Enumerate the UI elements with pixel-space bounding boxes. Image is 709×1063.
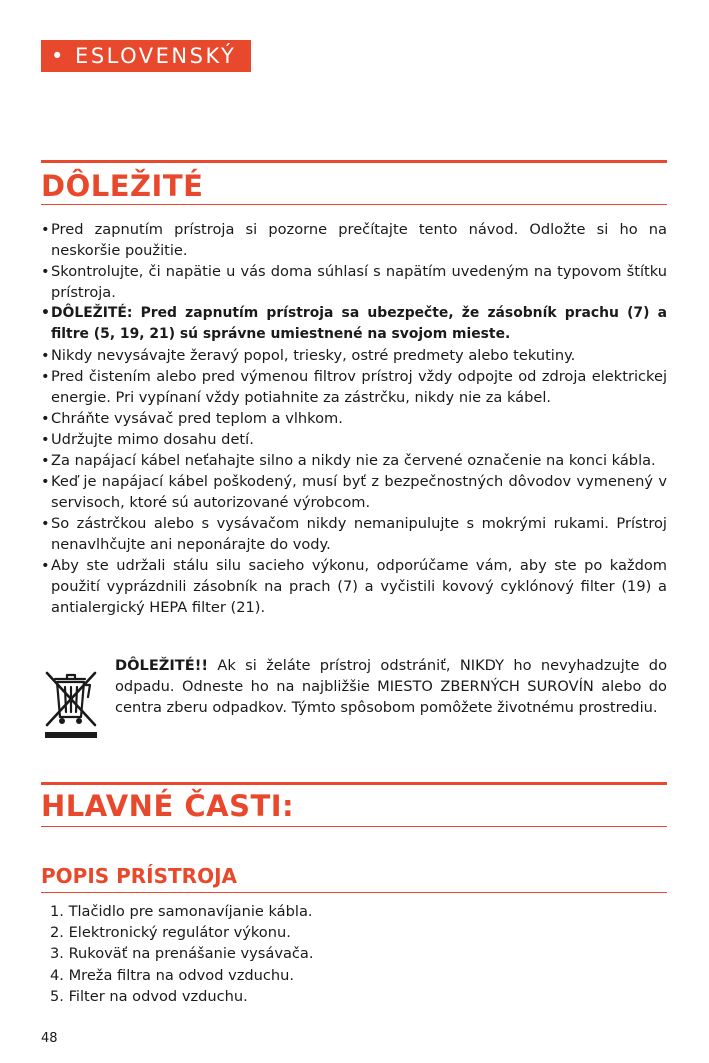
disposal-text bbox=[115, 655, 667, 718]
list-item: • DÔLEŽITÉ: Pred zapnutím prístroja sa ubezpečte, že zásobník prachu (7) a filtre (5, 19, 21) sú správne umiestnené na svojom mieste. bbox=[41, 303, 667, 345]
page-number: 48 bbox=[41, 1031, 58, 1046]
list-item: • Keď je napájací kábel poškodený, musí byť z bezpečnostných dôvodov vymenený v servisoch, ktoré sú autorizované výrobcom. bbox=[41, 471, 667, 513]
important-rule-top bbox=[41, 160, 667, 163]
list-item: • Skontrolujte, či napätie u vás doma súhlasí s napätím uvedeným na typovom štítku prístroja. bbox=[41, 261, 667, 303]
disposal-body: Ak si želáte prístroj odstrániť, NIKDY ho nevyhadzujte do odpadu. Odneste ho na najbližšie MIESTO ZBERNÝCH SUROVÍN alebo do centra zberu odpadkov. Týmto spôsobom pomôžete životnému prostrediu. bbox=[115, 657, 667, 716]
disposal-label: DÔLEŽITÉ!! bbox=[115, 657, 209, 674]
list-item: • Aby ste udržali stálu silu sacieho výkonu, odporúčame vám, aby ste po každom použití vyprázdnili zásobník na prach (7) a vyčistili kovový cyklónový filter (19) a antialergický HEPA filter (21). bbox=[41, 555, 667, 618]
list-item: 3. Rukoväť na prenášanie vysávača. bbox=[50, 945, 314, 963]
list-item: 5. Filter na odvod vzduchu. bbox=[50, 987, 248, 1005]
device-description-rule bbox=[41, 892, 667, 893]
main-parts-rule-top bbox=[41, 782, 667, 785]
list-item: 4. Mreža filtra na odvod vzduchu. bbox=[50, 966, 295, 984]
list-item: • Udržujte mimo dosahu detí. bbox=[41, 429, 667, 450]
list-item: • Pred čistením alebo pred výmenou filtrov prístroj vždy odpojte od zdroja elektrickej energie. Pri vypínaní vždy potiahnite za zástrčku, nikdy nie za kábel. bbox=[41, 366, 667, 408]
list-item: • So zástrčkou alebo s vysávačom nikdy nemanipulujte s mokrými rukami. Prístroj nenavlhčujte ani neponárajte do vody. bbox=[41, 513, 667, 555]
main-parts-rule-bottom bbox=[41, 826, 667, 827]
list-item: • Nikdy nevysávajte žeravý popol, triesky, ostré predmety alebo tekutiny. bbox=[41, 345, 667, 366]
device-description-heading: POPIS PRÍSTROJA bbox=[41, 864, 237, 888]
list-item: • Pred zapnutím prístroja si pozorne prečítajte tento návod. Odložte si ho na neskoršie použitie. bbox=[41, 219, 667, 261]
parts-list bbox=[50, 901, 314, 1007]
important-rule-bottom bbox=[41, 204, 667, 205]
language-tag: • ESLOVENSKÝ bbox=[41, 40, 251, 72]
important-heading: DÔLEŽITÉ bbox=[41, 169, 204, 203]
list-item: • Za napájací kábel neťahajte silno a nikdy nie za červené označenie na konci kábla. bbox=[41, 450, 667, 471]
list-item: • Chráňte vysávač pred teplom a vlhkom. bbox=[41, 408, 667, 429]
list-item: 2. Elektronický regulátor výkonu. bbox=[50, 924, 291, 942]
important-list bbox=[41, 219, 667, 618]
main-parts-heading: HLAVNÉ ČASTI: bbox=[41, 789, 295, 823]
list-item: 1. Tlačidlo pre samonavíjanie kábla. bbox=[50, 903, 313, 920]
crossed-out-wheelie-bin-icon bbox=[41, 665, 101, 741]
